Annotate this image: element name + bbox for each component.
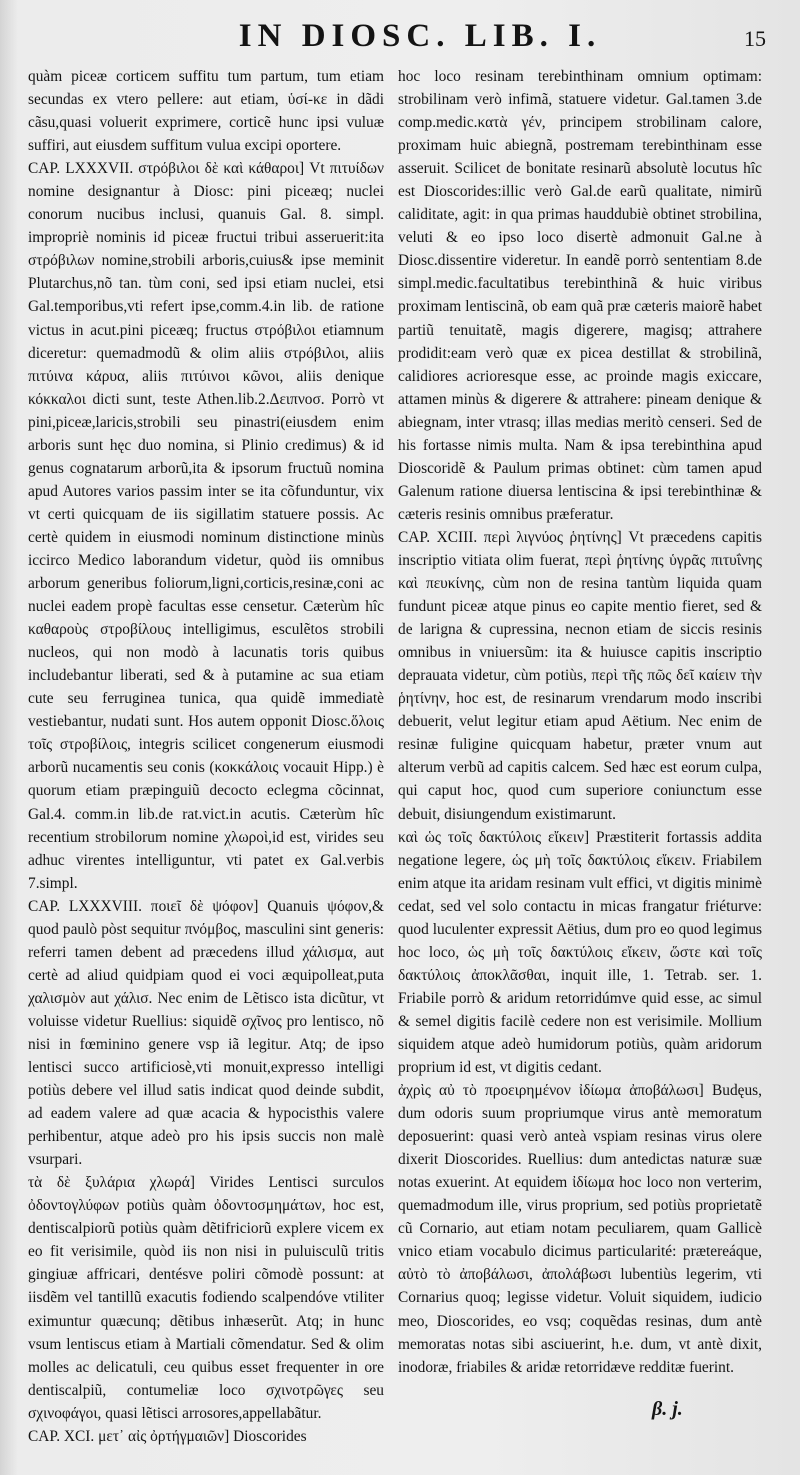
paragraph: quàm piceæ corticem suffitu tum partum, tum etiam secundas ex vtero pellere: aut etiam, ὑσί-κε in dãdi cãsu,quasi voluerit exprimere, corticẽ hunc ipsi vuluæ suffiri, aut eiusdem suffitum vulua excipi oportere. [28, 68, 384, 155]
right-column [398, 65, 762, 1379]
chapter-paragraph: CAP. XCI. μετ᾽ αἰς ὀρτήγμαιῶν] Dioscorides [28, 1427, 307, 1445]
page-header [0, 18, 800, 64]
chapter-paragraph: CAP. XCIII. περὶ λιγνύος ῥητίνης] Vt præcedens capitis inscriptio vitiata olim fuerat, περὶ ῥητίνης ὑγρᾶς πιτυΐνης καὶ πευκίνης, cùm non de resina tantùm liquida quam fundunt piceæ atque pinus eo capite mentio fieret, sed & de larigna & cupressina, necnon etiam de siccis resinis omnibus in vniuersũm: ita & huiusce capitis inscriptio deprauata videtur, cùm potiùs, περὶ τῆς πῶς δεῖ καίειν τὴν ῥητίνην, hoc est, de resinarum vrendarum modo inscribi debuerit, velut legitur etiam apud Aëtium. Nec enim de resinæ fuligine quicquam habetur, præter vnum aut alterum verbũ ad capitis calcem. Sed hæc est eorum culpa, qui caput hoc, quod cum superiore coniunctum esse debuit, disiungendum existimarunt. [398, 528, 762, 823]
left-column [28, 65, 384, 1448]
paragraph: τὰ δὲ ξυλάρια χλωρά] Virides Lentisci surculos ὀδοντογλύφων potiùs quàm ὀδοντοσμημάτων, hoc est, dentiscalpiorũ potiùs quàm dẽtifriciorũ explere vicem ex eo fit verisimile, quòd iis non nisi in puluisculũ tritis gingiuæ affricari, dentésve poliri cõmodè possunt: at iisdẽm vel tantillũ exacutis fodiendo scalpendóve vtiliter eximuntur quæcunq; dẽtibus inhæserũt. Atq; in hunc vsum lentiscus etiam à Martiali cõmendatur. Sed & olim molles ac delicatuli, ceu quibus esset frequenter in ore dentiscalpiũ, contumeliæ loco σχινοτρῶγες seu σχινοφάγοι, quasi lẽtisci arrosores,appellabãtur. [28, 1174, 384, 1422]
chapter-paragraph: CAP. LXXXVIII. ποιεῖ δὲ ψόφον] Quanuis ψόφον,& quod paulò pòst sequitur πνόμβος, masculini sint generis: referri tamen debent ad præcedens illud χάλισμα, aut certè ad aliud quidpiam quod ei voci æquipolleat,puta χαλισμὸν aut χάλισ. Nec enim de Lẽtisco ista dicũtur, vt voluisse videtur Ruellius: siquidẽ σχῖνος pro lentisco, nõ nisi in fœminino genere vsp iã legitur. Atq; de ipso lentisci succo artificiosè,vti monuit,expresso intelligi potiùs debere vel illud satis indicat quod deinde subdit, ad eadem valere ad quæ acacia & hypocisthis valere perhibentur, atque adeò pro his ipsis succis non malè vsurpari. [28, 897, 384, 1169]
paragraph: hoc loco resinam terebinthinam omnium optimam: strobilinam verò infimã, statuere videtur. Gal.tamen 3.de comp.medic.κατὰ γέν, principem strobilinam calore, proximam huic abiegnã, postremam terebinthinam esse asseruit. Scilicet de bonitate resinarũ absolutè locutus hîc est Dioscorides:illic verò Gal.de earũ qualitate, nimirũ caliditate, agit: in qua primas hauddubiè obtinet strobilina, veluti & eo ipso loco disertè admonuit Gal.ne à Diosc.dissentire videretur. In eandẽ porrò sententiam 8.de simpl.medic.facultatibus terebinthinã & huic viribus proximam lentiscinã, ob eam quã præ cæteris maiorẽ habet partiũ tenuitatẽ, magis digerere, magisq; attrahere prodidit:eam verò quæ ex picea destillat & strobilinã, calidiores acrioresque esse, ac proinde magis exiccare, attamen minùs & digerere & attrahere: pineam denique & abiegnam, inter vtrasq; illas medias meritò censeri. Sed de his fortasse nimis multa. Nam & ipsa terebinthina apud Dioscoridẽ & Paulum primas obtinet: cùm tamen apud Galenum ratione diuersa lentiscina & ipsi terebinthinæ & cæteris resinis omnibus præferatur. [398, 68, 762, 523]
paragraph: καὶ ὡς τοῖς δακτύλοις εἴκειν] Præstiterit fortassis addita negatione legere, ὡς μὴ τοῖς δακτύλοις εἴκειν. Friabilem enim atque ita aridam resinam vult effici, vt digitis minimè cedat, sed vel solo contactu in micas frangatur friéturve: quod luculenter expressit Aëtius, dum pro eo quod legimus hoc loco, ὡς μὴ τοῖς δακτύλοις εἴκειν, ὥστε καὶ τοῖς δακτύλοις ἀποκλᾶσθαι, inquit ille, 1. Tetrab. ser. 1. Friabile porrò & aridum retorridúmve quid esse, ac simul & semel digitis facilè cedere non est verisimile. Mollium siquidem atque adeò humidorum potiùs, quàm aridorum proprium id est, vt digitis cedant. [398, 828, 762, 1077]
page-number: 15 [744, 26, 766, 51]
signature-mark: β. j. [652, 1398, 683, 1420]
paragraph: ἀχρὶς αὐ τὸ προειρημένον ἰδίωμα ἀποβάλωσι] Budęus, dum odoris suum propriumque virus antè memoratum deposuerint: quasi verò anteà vspiam resinas virus olere dixerit Dioscorides. Ruellius: dum antedictas naturæ suæ notas exuerint. At equidem ἰδίωμα hoc loco non verterim, quemadmodum ille, virus proprium, sed potiùs proprietatẽ cũ Cornario, aut etiam notam peculiarem, quam Gallicè vnico etiam vocabulo dicimus particularité: prætereáque, αὐτὸ τὸ ἀποβάλωσι, ἀπολάβωσι lubentiùs legerim, vti Cornarius quoq; legisse videtur. Voluit siquidem, iudicio meo, Dioscorides, eo vsq; coquẽdas resinas, dum antè memoratas notas sibi asciuerint, h.e. dum, vt antè dixit, inodoræ, friabiles & aridæ retorridæve redditæ fuerint. [398, 1082, 762, 1376]
running-title: IN DIOSC. LIB. I. [238, 18, 602, 54]
chapter-paragraph: CAP. LXXXVII. στρόβιλοι δὲ καὶ κάθαροι] Vt πιτυίδων nomine designantur à Diosc: pini piceæq; nuclei conorum nucibus inclusi, quanuis Gal. 8. simpl. impropriè nominis id piceæ fructui tribui asseruerit:ita στρόβιλων nomine,strobili arboris,cuius& ipse meminit Plutarchus,nõ tan. tùm coni, sed ipsi etiam nuclei, etsi Gal.temporibus,vti refert ipse,comm.4.in lib. de ratione victus in acut.pini piceæq; fructus στρόβιλοι etiamnum diceretur: quemadmodũ & olim aliis στρόβιλοι, aliis πιτύινα κάρυα, aliis πιτύινοι κῶνοι, aliis denique κόκκαλοι dicti sunt, teste Athen.lib.2.Δειπνοσ. Porrò vt pini,piceæ,laricis,strobili seu pinastri(eiusdem enim arboris sunt hęc duo nomina, si Plinio credimus) & id genus cognatarum arborũ,ita & ipsorum fructuũ nomina apud Autores varios passim inter se ita cõfunduntur, vix vt certi quicquam de iis sigillatim statuere possis. Ac certè quidem in eiusmodi nominum distinctione minùs iccirco Medico laborandum videtur, quòd iis omnibus arborum generibus foliorum,ligni,corticis,resinæ,coni ac nuclei eadem propè facultas esse censetur. Cæterùm hîc καθαροὺς στροβίλους intelligimus, esculẽtos strobili nucleos, qui non modò à lacunatis toris quibus includebantur liberati, sed & à putamine ac sua etiam cute seu ferruginea tunica, qua quidẽ immediatè vestiebantur, nudati sunt. Hos autem opponit Diosc.ὅλοις τοῖς στροβίλοις, integris scilicet congenerum eiusmodi arborũ nucamentis seu conis (κοκκάλοις vocauit Hipp.) è quorum etiam præpinguiũ decocto eclegma cõcinnat, Gal.4. comm.in lib.de rat.vict.in acutis. Cæterùm hîc recentium strobilorum nomine χλωροὶ,id est, virides seu adhuc virentes intelliguntur, vti patet ex Gal.verbis 7.simpl. [28, 160, 384, 892]
